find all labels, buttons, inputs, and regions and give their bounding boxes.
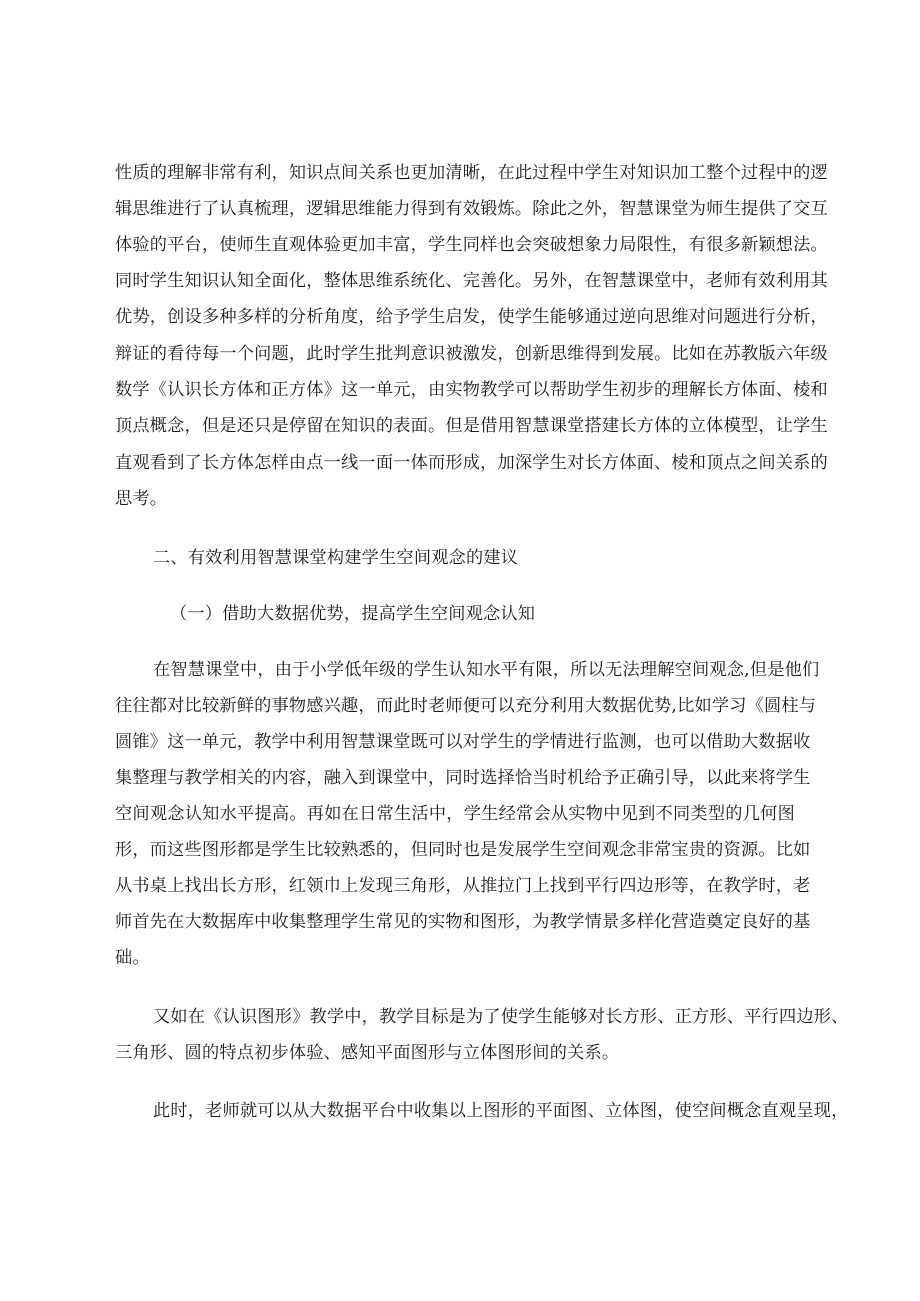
paragraph-line: 此时，老师就可以从大数据平台中收集以上图形的平面图、立体图，使空间概念直观呈现，: [153, 1101, 849, 1121]
paragraph-line: 思考。: [115, 489, 168, 509]
paragraph-line: 师首先在大数据库中收集整理学生常见的实物和图形，为教学情景多样化营造奠定良好的基: [115, 912, 811, 932]
paragraph-line: 性质的理解非常有利，知识点间关系也更加清晰，在此过程中学生对知识加工整个过程中的逻: [115, 163, 828, 183]
paragraph-line: 三角形、圆的特点初步体验、感知平面图形与立体图形间的关系。: [115, 1043, 620, 1063]
paragraph-line: 集整理与教学相关的内容，融入到课堂中，同时选择恰当时机给予正确引导，以此来将学生: [115, 768, 811, 788]
paragraph-line: 顶点概念，但是还只是停留在知识的表面。但是借用智慧课堂搭建长方体的立体模型，让学生: [115, 416, 828, 436]
paragraph-line: 空间观念认知水平提高。再如在日常生活中，学生经常会从实物中见到不同类型的几何图: [115, 804, 795, 824]
paragraph-line: 往往都对比较新鲜的事物感兴趣，而此时老师便可以充分利用大数据优势,比如学习《圆柱与: [115, 696, 817, 716]
paragraph-line: 在智慧课堂中，由于小学低年级的学生认知水平有限，所以无法理解空间观念,但是他们: [153, 660, 820, 680]
paragraph-line: 同时学生知识认知全面化，整体思维系统化、完善化。另外，在智慧课堂中，老师有效利用其: [115, 271, 828, 291]
paragraph-line: 优势，创设多种多样的分析角度，给予学生启发，使学生能够通过逆向思维对问题进行分析，: [115, 307, 828, 327]
paragraph-line: 又如在《认识图形》教学中，教学目标是为了使学生能够对长方形、正方形、平行四边形、: [153, 1007, 849, 1027]
paragraph-line: 直观看到了长方体怎样由点一线一面一体而形成，加深学生对长方体面、棱和顶点之间关系的: [115, 453, 828, 473]
paragraph-line: 辑思维进行了认真梳理，逻辑思维能力得到有效锻炼。除此之外，智慧课堂为师生提供了交互: [115, 199, 828, 219]
paragraph-line: 从书桌上找出长方形，红领巾上发现三角形，从推拉门上找到平行四边形等，在教学时，老: [115, 876, 811, 896]
paragraph-line: 形，而这些图形都是学生比较熟悉的，但同时也是发展学生空间观念非常宝贵的资源。比如: [115, 840, 811, 860]
subsection-heading: （一）借助大数据优势，提高学生空间观念认知: [170, 604, 536, 624]
paragraph-line: 辩证的看待每一个问题，此时学生批判意识被激发，创新思维得到发展。比如在苏教版六年级: [115, 344, 828, 364]
paragraph-line: 础。: [115, 948, 150, 968]
paragraph-line: 体验的平台，使师生直观体验更加丰富，学生同样也会突破想象力局限性，有很多新颖想法。: [115, 235, 828, 255]
paragraph-line: 圆锥》这一单元，教学中利用智慧课堂既可以对学生的学情进行监测，也可以借助大数据收: [115, 732, 811, 752]
section-heading: 二、有效利用智慧课堂构建学生空间观念的建议: [153, 548, 519, 568]
paragraph-line: 数学《认识长方体和正方体》这一单元，由实物教学可以帮助学生初步的理解长方体面、棱和: [115, 380, 828, 400]
